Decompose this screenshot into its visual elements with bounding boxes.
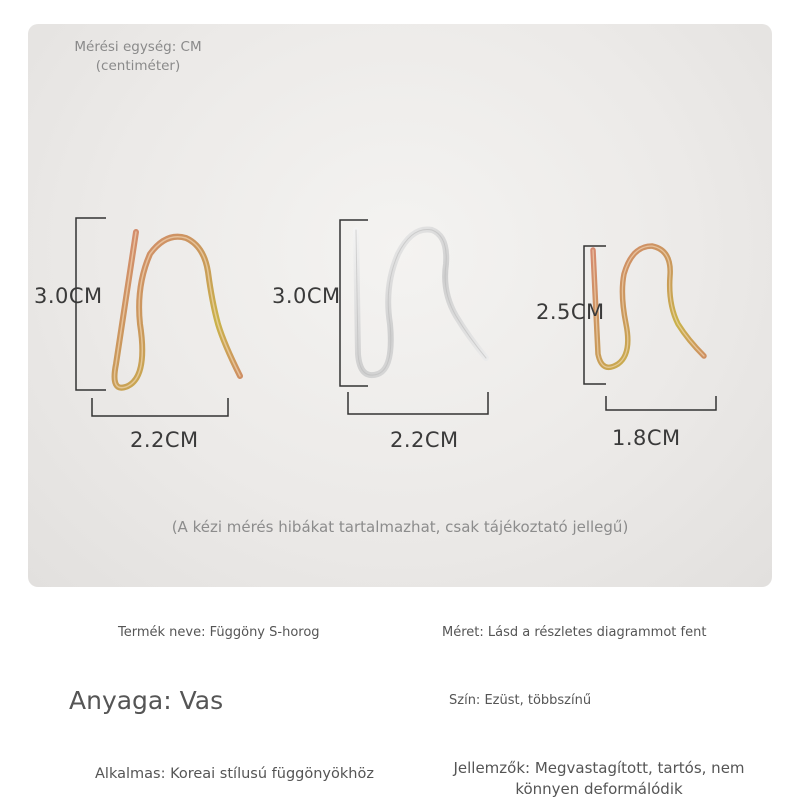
product-name: Termék neve: Függöny S-horog	[118, 625, 320, 640]
hook-1-width-bracket	[92, 398, 228, 416]
hook-3-height-label: 2.5CM	[536, 300, 605, 324]
product-size: Méret: Lásd a részletes diagrammot fent	[442, 625, 707, 640]
hook-2-width-bracket	[348, 392, 488, 414]
hook-2	[356, 230, 486, 376]
hook-1-width-label: 2.2CM	[130, 428, 199, 452]
measurement-disclaimer: (A kézi mérés hibákat tartalmazhat, csak tájékoztató jellegű)	[171, 518, 629, 536]
product-photo	[28, 24, 772, 587]
hooks-illustration	[28, 24, 772, 587]
unit-line-1: Mérési egység: CM	[74, 39, 202, 55]
hook-1-height-label: 3.0CM	[34, 284, 103, 308]
product-application: Alkalmas: Koreai stílusú függönyökhöz	[95, 766, 374, 782]
hook-1	[115, 232, 241, 388]
product-color: Szín: Ezüst, többszínű	[449, 693, 592, 708]
hook-2-height-label: 3.0CM	[272, 284, 341, 308]
hook-3-width-bracket	[606, 396, 716, 410]
hook-3-width-label: 1.8CM	[612, 426, 681, 450]
product-features: Jellemzők: Megvastagított, tartós, nem könnyen deformálódik	[453, 759, 745, 798]
hook-2-width-label: 2.2CM	[390, 428, 459, 452]
unit-line-2: (centiméter)	[95, 58, 181, 74]
product-material: Anyaga: Vas	[69, 686, 224, 715]
hook-3	[593, 246, 704, 367]
